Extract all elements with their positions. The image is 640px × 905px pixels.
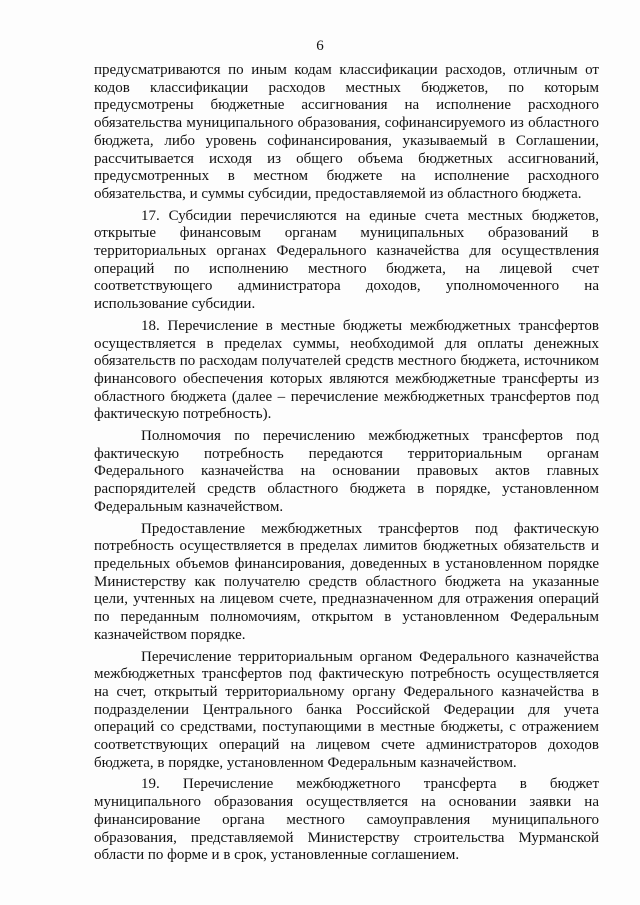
document-body (94, 62, 599, 869)
paragraph-continuation: предусматриваются по иным кодам классификации расходов, отличным от кодов классификации расходов местных бюджетов, по которым предусмотрены бюджетные ассигнования на исполнение расходного обязательства муниципального образования, софинансируемого из областного бюджета, либо уровень софинансирования, указываемый в Соглашении, рассчитывается исходя из общего объема бюджетных ассигнований, предусмотренных в местном бюджете на исполнение расходного обязательства, и суммы субсидии, предоставляемой из областного бюджета. (94, 62, 599, 202)
paragraph-item-17: 17. Субсидии перечисляются на единые счета местных бюджетов, открытые финансовым органам муниципальных образований в территориальных органах Федерального казначейства для осуществления операций по исполнению местного бюджета, на лицевой счет соответствующего администратора доходов, уполномоченного на использование субсидии. (94, 207, 599, 313)
paragraph-transfer-account: Перечисление территориальным органом Федерального казначейства межбюджетных трансфертов под фактическую потребность осуществляется на счет, открытый территориальному органу Федерального казначейства в подразделении Центрального банка Российской Федерации для учета операций со средствами, поступающими в местные бюджеты, с отражением соответствующих операций на лицевом счете администраторов доходов бюджета, в порядке, установленном Федеральным казначейством. (94, 648, 599, 771)
page-number: 6 (316, 38, 324, 54)
paragraph-provision: Предоставление межбюджетных трансфертов под фактическую потребность осуществляется в пределах лимитов бюджетных обязательств и предельных объемов финансирования, доведенных в установленном порядке Министерству как получателю средств областного бюджета на указанные цели, учтенных на лицевом счете, предназначенном для отражения операций по переданным полномочиям, открытом в установленном Федеральным казначейством порядке. (94, 520, 599, 643)
paragraph-item-19: 19. Перечисление межбюджетного трансферта в бюджет муниципального образования осуществляется на основании заявки на финансирование органа местного самоуправления муниципального образования, представляемой Министерству строительства Мурманской области по форме и в срок, установленные соглашением. (94, 776, 599, 864)
paragraph-powers-transfer: Полномочия по перечислению межбюджетных трансфертов под фактическую потребность передаются территориальным органам Федерального казначейства на основании правовых актов главных распорядителей средств областного бюджета в порядке, установленном Федеральным казначейством. (94, 428, 599, 515)
paragraph-item-18: 18. Перечисление в местные бюджеты межбюджетных трансфертов осуществляется в пределах суммы, необходимой для оплаты денежных обязательств по расходам получателей средств местного бюджета, источником финансового обеспечения которых являются межбюджетные трансферты из областного бюджета (далее – перечисление межбюджетных трансфертов под фактическую потребность). (94, 317, 599, 423)
